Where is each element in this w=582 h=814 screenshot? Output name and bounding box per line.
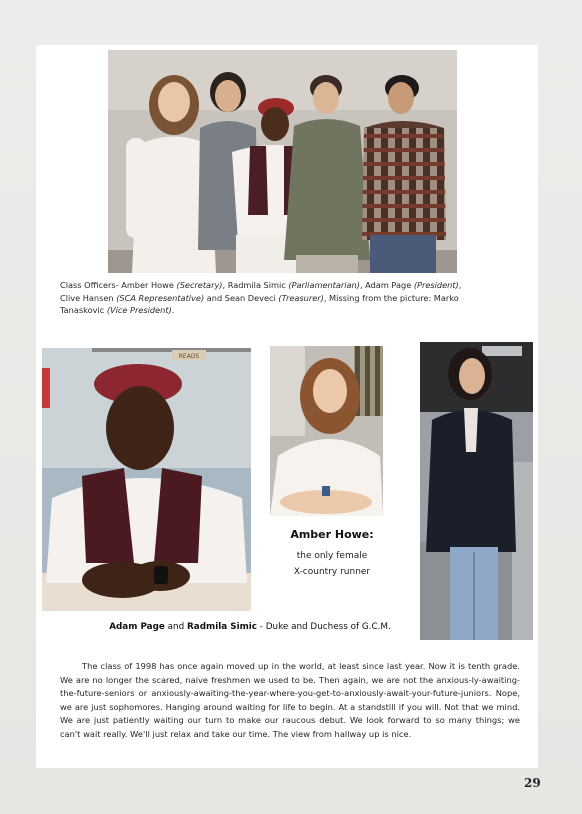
class-officers-photo [108, 50, 457, 273]
radmila-simic-photo [420, 342, 533, 640]
caption-text: and [164, 622, 188, 632]
caption-text: - Duke and Duchess of G.C.M. [256, 622, 391, 632]
sign-text: READS [178, 353, 200, 360]
caption-text: and Sean Deveci [204, 292, 279, 303]
amber-caption-line: the only female [296, 551, 368, 561]
caption-text: , Radmila Simic [222, 280, 289, 290]
article-text: The class of 1998 has once again moved up in the world, at least since last year. Now it is tenth grade. We are no longer the scared, naive freshmen we used to be. Then again, we are not the anxious-ly-awaiting-the-future-seniors or anxiously-awaiting-the-year-where-you-get-to-anxiously-await-your-future-juniors. Nope, we are just sophomores. Hanging around waiting for life to begin. At a standstill if you will. Not that we mind. We are just patiently waiting our turn to make our raucous debut. We look forward to so many things; we can't wait really. We'll just relax and take our time. The view from hallway up is nice. [60, 661, 520, 739]
caption-role: (SCA Representative) [116, 292, 205, 303]
caption-name: Adam Page [109, 622, 165, 632]
caption-text: , Missing from the picture: Marko Tanaskovic [60, 292, 459, 315]
caption-role: (Parliamentarian) [288, 280, 360, 290]
caption-text: , Adam Page [359, 280, 414, 290]
amber-howe-caption [276, 548, 388, 580]
amber-howe-name: Amber Howe: [290, 528, 374, 541]
caption-role: (President) [413, 280, 459, 290]
caption-text: Class Officers- Amber Howe [60, 280, 177, 290]
caption-text: , Clive Hansen [60, 280, 462, 303]
class-officers-caption [60, 279, 480, 317]
caption-role: (Treasurer) [278, 292, 324, 303]
article-body [60, 660, 520, 741]
adam-page-photo [42, 348, 251, 611]
amber-caption-line: X-country runner [293, 567, 371, 577]
caption-name: Radmila Simic [187, 622, 257, 632]
page-number: 29 [524, 776, 541, 790]
caption-text: . [171, 305, 175, 315]
caption-role: (Vice President) [106, 305, 172, 315]
caption-role: (Secretary) [176, 280, 223, 290]
amber-howe-photo [270, 346, 383, 516]
duke-duchess-caption [80, 622, 420, 632]
